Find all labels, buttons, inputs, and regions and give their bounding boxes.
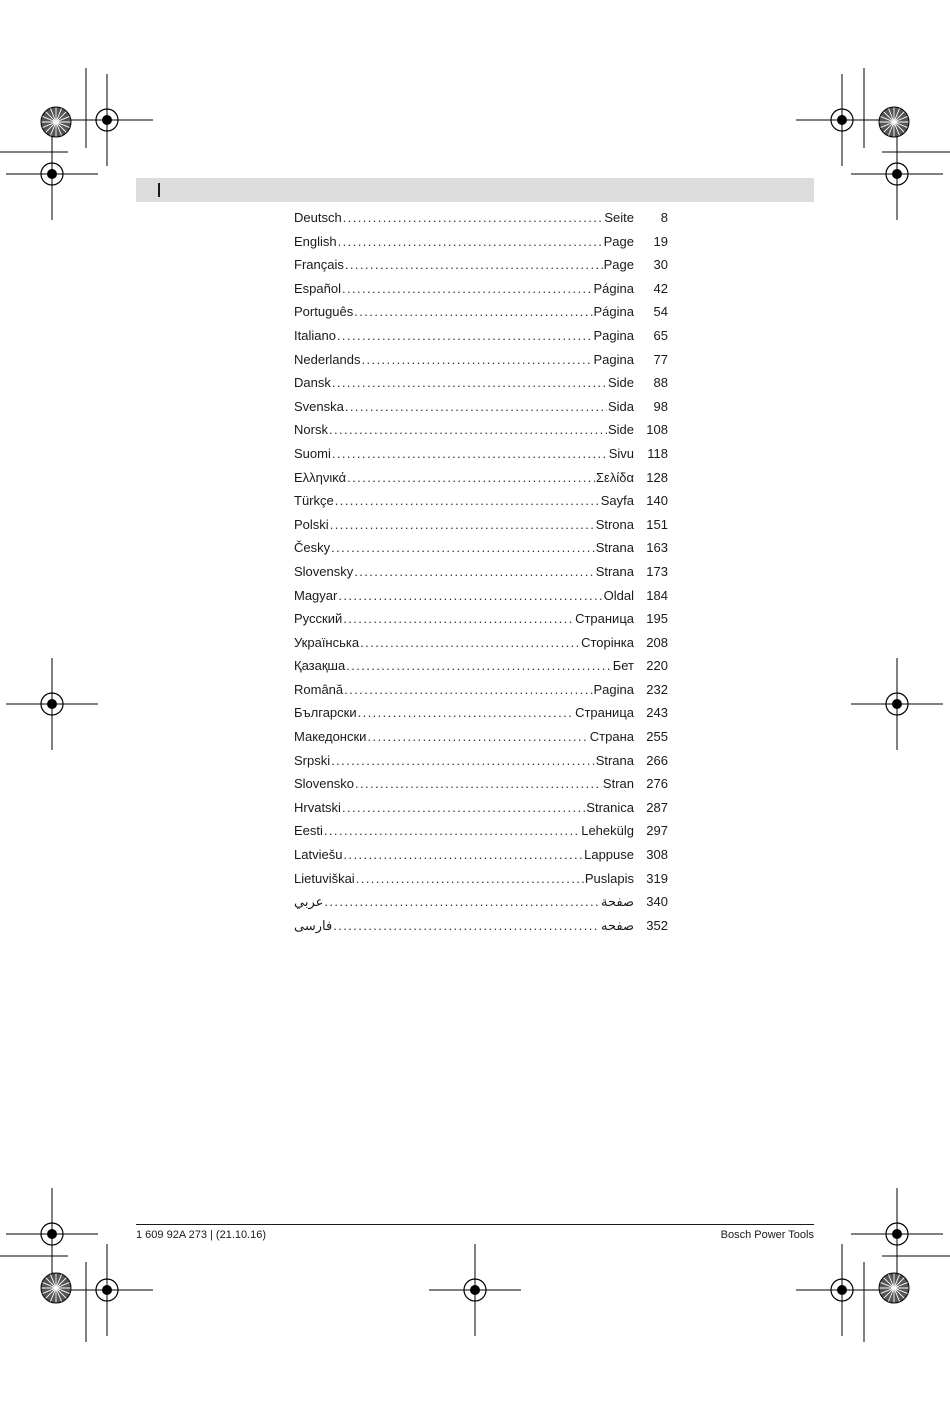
toc-language: Български [294, 705, 357, 721]
toc-language: Русский [294, 611, 343, 627]
toc-entry[interactable] [294, 725, 668, 749]
toc-entry[interactable] [294, 371, 668, 395]
toc-page-word: Pagina [593, 327, 634, 343]
toc-page-word: صفحه [601, 917, 634, 933]
toc-page-word: Сторінка [581, 634, 634, 650]
toc-page-word: Sayfa [600, 493, 634, 509]
toc-page-number: 151 [646, 516, 668, 532]
toc-page-word: Pagina [593, 351, 634, 367]
toc-entry[interactable] [294, 300, 668, 324]
footer-rule [136, 1224, 814, 1225]
toc-page-number: 128 [646, 469, 668, 485]
toc-leader-dots [331, 749, 595, 773]
toc-page-word: Strana [595, 540, 634, 556]
toc-language: Slovensko [294, 776, 354, 792]
toc-page-number: 276 [646, 776, 668, 792]
toc-page-number: 243 [646, 705, 668, 721]
toc-page-number: 297 [646, 823, 668, 839]
toc-entry[interactable] [294, 489, 668, 513]
toc-page-word: Página [593, 280, 634, 296]
toc-entry[interactable] [294, 772, 668, 796]
toc-leader-dots [358, 701, 574, 725]
toc-entry[interactable] [294, 513, 668, 537]
toc-leader-dots [343, 843, 583, 867]
toc-page-number: 220 [646, 658, 668, 674]
toc-leader-dots [343, 206, 604, 230]
toc-language: Hrvatski [294, 799, 341, 815]
toc-entry[interactable] [294, 796, 668, 820]
toc-entry[interactable] [294, 654, 668, 678]
toc-entry[interactable] [294, 395, 668, 419]
toc-leader-dots [332, 371, 607, 395]
toc-entry[interactable] [294, 701, 668, 725]
toc-page-number: 232 [646, 681, 668, 697]
toc-page-word: Side [607, 422, 634, 438]
toc-leader-dots [345, 253, 603, 277]
toc-language: Українська [294, 634, 360, 650]
toc-page-word: Страница [575, 611, 634, 627]
toc-entry[interactable] [294, 206, 668, 230]
table-of-contents [294, 206, 668, 937]
toc-page-word: Stran [602, 776, 634, 792]
toc-language: Suomi [294, 445, 331, 461]
toc-page-number: 319 [646, 870, 668, 886]
toc-page-number: 287 [646, 799, 668, 815]
toc-language: Français [294, 257, 344, 273]
toc-page-number: 54 [653, 304, 668, 320]
footer-doc-number: 1 609 92A 273 | (21.10.16) [136, 1229, 267, 1241]
toc-page-word: Página [593, 304, 634, 320]
toc-page-word: Страна [589, 729, 634, 745]
toc-leader-dots [331, 536, 595, 560]
toc-leader-dots [329, 418, 607, 442]
toc-language: Ελληνικά [294, 469, 347, 485]
toc-page-word: Puslapis [584, 870, 634, 886]
header-marker [158, 183, 160, 197]
header-band [136, 178, 814, 202]
toc-page-word: Strona [595, 516, 634, 532]
footer-brand: Bosch Power Tools [720, 1229, 814, 1241]
toc-page-word: Page [603, 233, 634, 249]
toc-page-number: 173 [646, 563, 668, 579]
toc-leader-dots [342, 796, 585, 820]
toc-page-number: 140 [646, 493, 668, 509]
toc-page-number: 118 [647, 445, 668, 461]
toc-leader-dots [345, 395, 607, 419]
toc-page-number: 30 [653, 257, 668, 273]
toc-language: Magyar [294, 587, 338, 603]
toc-leader-dots [360, 631, 580, 655]
toc-page-word: صفحة [601, 894, 634, 910]
toc-entry[interactable] [294, 584, 668, 608]
toc-leader-dots [355, 772, 602, 796]
toc-page-number: 163 [646, 540, 668, 556]
toc-page-word: Lappuse [584, 847, 634, 863]
toc-page-word: Strana [595, 563, 634, 579]
toc-entry[interactable] [294, 230, 668, 254]
toc-page-number: 184 [646, 587, 668, 603]
toc-leader-dots [324, 890, 600, 914]
toc-page-word: Strana [595, 752, 634, 768]
toc-page-number: 65 [653, 327, 668, 343]
toc-page-word: Σελίδα [596, 469, 634, 485]
toc-page-word: Sivu [608, 445, 634, 461]
toc-leader-dots [335, 489, 600, 513]
toc-leader-dots [343, 607, 574, 631]
toc-entry[interactable] [294, 536, 668, 560]
toc-language: Lietuviškai [294, 870, 355, 886]
toc-page-word: Page [603, 257, 634, 273]
toc-language: Norsk [294, 422, 328, 438]
toc-page-word: Sida [607, 398, 634, 414]
toc-entry[interactable] [294, 442, 668, 466]
toc-page-word: Страница [575, 705, 634, 721]
toc-leader-dots [354, 300, 592, 324]
toc-page-number: 266 [646, 752, 668, 768]
toc-language: Italiano [294, 327, 336, 343]
toc-entry[interactable] [294, 631, 668, 655]
toc-page-word: Oldal [603, 587, 634, 603]
toc-entry[interactable] [294, 914, 668, 938]
toc-leader-dots [342, 277, 593, 301]
toc-language: Қазақша [294, 658, 346, 674]
toc-leader-dots [344, 678, 592, 702]
toc-page-word: Pagina [593, 681, 634, 697]
toc-leader-dots [367, 725, 588, 749]
toc-language: Español [294, 280, 341, 296]
toc-entry[interactable] [294, 607, 668, 631]
toc-language: Srpski [294, 752, 331, 768]
toc-page-word: Lehekülg [581, 823, 634, 839]
toc-entry[interactable] [294, 324, 668, 348]
toc-language: Svenska [294, 398, 344, 414]
toc-language: Polski [294, 516, 329, 532]
toc-leader-dots [347, 466, 595, 490]
toc-leader-dots [330, 513, 595, 537]
toc-leader-dots [324, 819, 580, 843]
toc-leader-dots [356, 867, 584, 891]
toc-leader-dots [337, 324, 593, 348]
toc-page-number: 88 [653, 375, 668, 391]
toc-leader-dots [362, 348, 593, 372]
toc-entry[interactable] [294, 418, 668, 442]
toc-page-number: 255 [646, 729, 668, 745]
toc-page-word: Stranica [586, 799, 634, 815]
toc-language: عربي [294, 894, 324, 910]
toc-page-number: 77 [653, 351, 668, 367]
toc-language: English [294, 233, 337, 249]
toc-leader-dots [354, 560, 594, 584]
toc-language: Română [294, 681, 344, 697]
toc-language: Nederlands [294, 351, 361, 367]
toc-language: Slovensky [294, 563, 354, 579]
toc-entry[interactable] [294, 253, 668, 277]
toc-leader-dots [338, 230, 603, 254]
toc-leader-dots [332, 442, 608, 466]
toc-entry[interactable] [294, 819, 668, 843]
toc-language: Eesti [294, 823, 323, 839]
toc-entry[interactable] [294, 560, 668, 584]
toc-language: Türkçe [294, 493, 334, 509]
toc-page-number: 308 [646, 847, 668, 863]
toc-leader-dots [338, 584, 602, 608]
toc-page-number: 42 [653, 280, 668, 296]
toc-entry[interactable] [294, 749, 668, 773]
toc-entry[interactable] [294, 843, 668, 867]
toc-entry[interactable] [294, 466, 668, 490]
toc-page-number: 8 [660, 210, 668, 225]
toc-page-number: 98 [653, 398, 668, 414]
toc-language: فارسی [294, 917, 333, 933]
toc-page-number: 195 [646, 611, 668, 627]
toc-leader-dots [346, 654, 612, 678]
toc-language: Latviešu [294, 847, 343, 863]
toc-leader-dots [333, 914, 600, 938]
toc-entry[interactable] [294, 890, 668, 914]
toc-page-number: 19 [653, 233, 668, 249]
toc-entry[interactable] [294, 348, 668, 372]
toc-page-number: 340 [646, 894, 668, 910]
toc-page-number: 352 [646, 917, 668, 933]
toc-page-number: 208 [646, 634, 668, 650]
toc-page-word: Seite [604, 210, 634, 225]
toc-page-word: Бет [612, 658, 634, 674]
toc-entry[interactable] [294, 867, 668, 891]
toc-entry[interactable] [294, 678, 668, 702]
toc-language: Português [294, 304, 354, 320]
toc-language: Deutsch [294, 210, 342, 225]
toc-page-number: 108 [646, 422, 668, 438]
toc-language: Dansk [294, 375, 331, 391]
toc-language: Македонски [294, 729, 367, 745]
toc-page-word: Side [607, 375, 634, 391]
toc-language: Česky [294, 540, 331, 556]
toc-entry[interactable] [294, 277, 668, 301]
